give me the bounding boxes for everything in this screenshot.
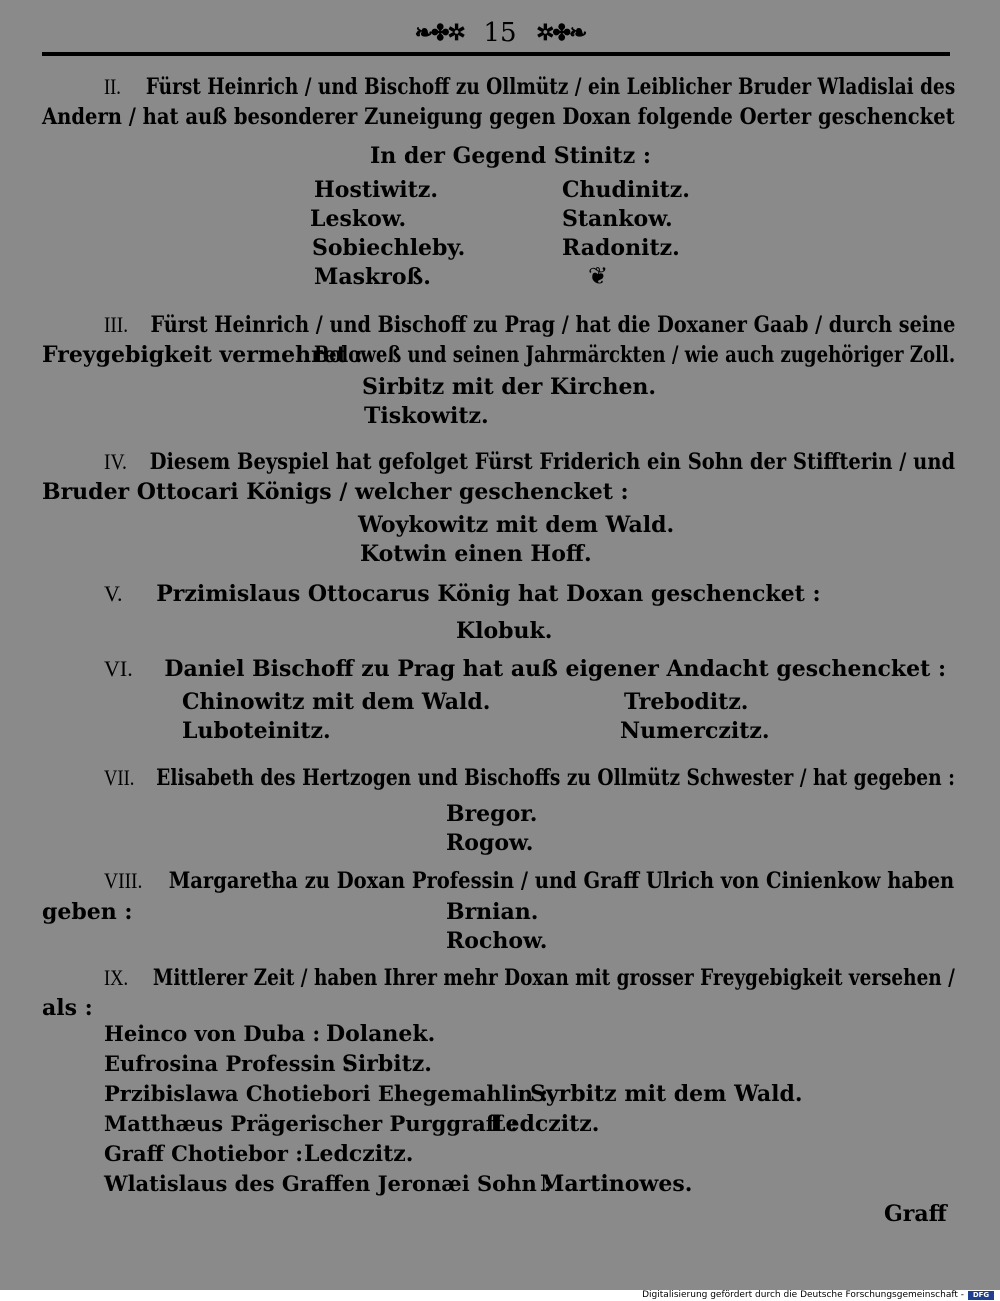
- place-name: Treboditz.: [624, 689, 749, 715]
- section-vii-line1: [104, 765, 955, 791]
- place-name: Tiskowitz.: [364, 403, 489, 429]
- section-viii-line2: geben :: [42, 899, 133, 925]
- place-name: Radonitz.: [562, 235, 680, 261]
- section-numeral: V.: [104, 581, 123, 606]
- donor-place: Sirbitz.: [342, 1051, 432, 1077]
- section-text: Daniel Bischoff zu Prag hat auß eigener Andacht geschencket :: [164, 656, 947, 682]
- place-name: Numerczitz.: [620, 718, 770, 744]
- section-numeral: VII.: [104, 765, 135, 790]
- place-name: Chudinitz.: [562, 177, 690, 203]
- section-numeral: IX.: [104, 965, 129, 990]
- place-name: Chinowitz mit dem Wald.: [182, 689, 491, 715]
- section-iii-line2b: Boloweß und seinen Jahrmärckten / wie auch zugehöriger Zoll.: [314, 342, 956, 368]
- section-numeral: VI.: [104, 656, 133, 681]
- donor-name: Przibislawa Chotiebori Ehegemahlin :: [104, 1081, 548, 1106]
- section-iv-line1: [104, 449, 955, 475]
- section-v-line1: [104, 581, 821, 607]
- donor-place: Martinowes.: [540, 1171, 693, 1197]
- donor-place: Ledczitz.: [490, 1111, 600, 1137]
- section-ii-line1: [104, 74, 955, 100]
- section-viii-line1: [104, 868, 954, 894]
- page-number: 15: [483, 18, 517, 48]
- donor-name: Graff Chotiebor :: [104, 1141, 303, 1166]
- section-numeral: IV.: [104, 449, 127, 474]
- header-rule: [42, 52, 950, 56]
- dfg-logo-icon: DFG: [968, 1291, 994, 1300]
- place-name: Woykowitz mit dem Wald.: [358, 512, 675, 538]
- section-text: Przimislaus Ottocarus König hat Doxan geschencket :: [156, 581, 821, 607]
- section-vi-line1: [104, 656, 946, 682]
- place-name: Bregor.: [446, 801, 538, 827]
- donor-place: Ledczitz.: [304, 1141, 414, 1167]
- donor-name: Wlatislaus des Graffen Jeronæi Sohn :: [104, 1171, 552, 1196]
- section-numeral: III.: [104, 312, 129, 337]
- section-text: Margaretha zu Doxan Professin / und Graff Ulrich von Cinienkow haben: [168, 868, 955, 894]
- donor-name: Eufrosina Professin :: [104, 1051, 351, 1076]
- place-name: Brnian.: [446, 899, 539, 925]
- place-name: Stankow.: [562, 206, 673, 232]
- flower-ornament-icon: ❦: [588, 262, 609, 290]
- section-ii-line2: Andern / hat auß besonderer Zuneigung gegen Doxan folgende Oerter geschencket: [42, 104, 955, 130]
- section-iii-line1: [104, 312, 955, 338]
- section-text: Fürst Heinrich / und Bischoff zu Ollmütz / ein Leiblicher Bruder Wladislai des: [145, 74, 956, 100]
- section-text: Fürst Heinrich / und Bischoff zu Prag / hat die Doxaner Gaab / durch seine: [150, 312, 956, 338]
- place-name: Sobiechleby.: [312, 235, 466, 261]
- section-iv-line2: Bruder Ottocari Königs / welcher geschencket :: [42, 479, 629, 505]
- place-name: Hostiwitz.: [314, 177, 438, 203]
- place-name: Rochow.: [446, 928, 548, 954]
- section-numeral: II.: [104, 74, 121, 99]
- place-name: Luboteinitz.: [182, 718, 331, 744]
- place-name: Maskroß.: [314, 264, 431, 290]
- ornament-left-icon: ❧✤✲: [414, 20, 464, 46]
- section-text: Mittlerer Zeit / haben Ihrer mehr Doxan mit grosser Freygebigkeit versehen /: [152, 965, 955, 991]
- place-name: Klobuk.: [456, 618, 553, 644]
- ornament-right-icon: ✲✤❧: [536, 20, 586, 46]
- donor-name: Matthæus Prägerischer Purggraff :: [104, 1111, 519, 1136]
- footer-bar: [0, 1290, 1000, 1301]
- section-text: Elisabeth des Hertzogen und Bischoffs zu Ollmütz Schwester / hat gegeben :: [156, 765, 955, 791]
- place-name: Leskow.: [310, 206, 407, 232]
- section-iii-line2a: Freygebigkeit vermehret :: [42, 342, 363, 368]
- section-ix-line2: als :: [42, 995, 93, 1021]
- section-ix-line1: [104, 965, 955, 991]
- donor-name: Heinco von Duba :: [104, 1021, 321, 1046]
- place-name: Rogow.: [446, 830, 534, 856]
- section-text: Diesem Beyspiel hat gefolget Fürst Friderich ein Sohn der Stiffterin / und: [149, 449, 956, 475]
- donor-place: Syrbitz mit dem Wald.: [530, 1081, 803, 1107]
- catchword: Graff: [884, 1201, 947, 1227]
- donor-place: Dolanek.: [326, 1021, 436, 1047]
- section-numeral: VIII.: [104, 868, 143, 893]
- place-name: Kotwin einen Hoff.: [360, 541, 592, 567]
- footer-credit: Digitalisierung gefördert durch die Deutsche Forschungsgemeinschaft -: [642, 1290, 964, 1300]
- region-heading: In der Gegend Stinitz :: [370, 143, 651, 169]
- place-name: Sirbitz mit der Kirchen.: [362, 374, 657, 400]
